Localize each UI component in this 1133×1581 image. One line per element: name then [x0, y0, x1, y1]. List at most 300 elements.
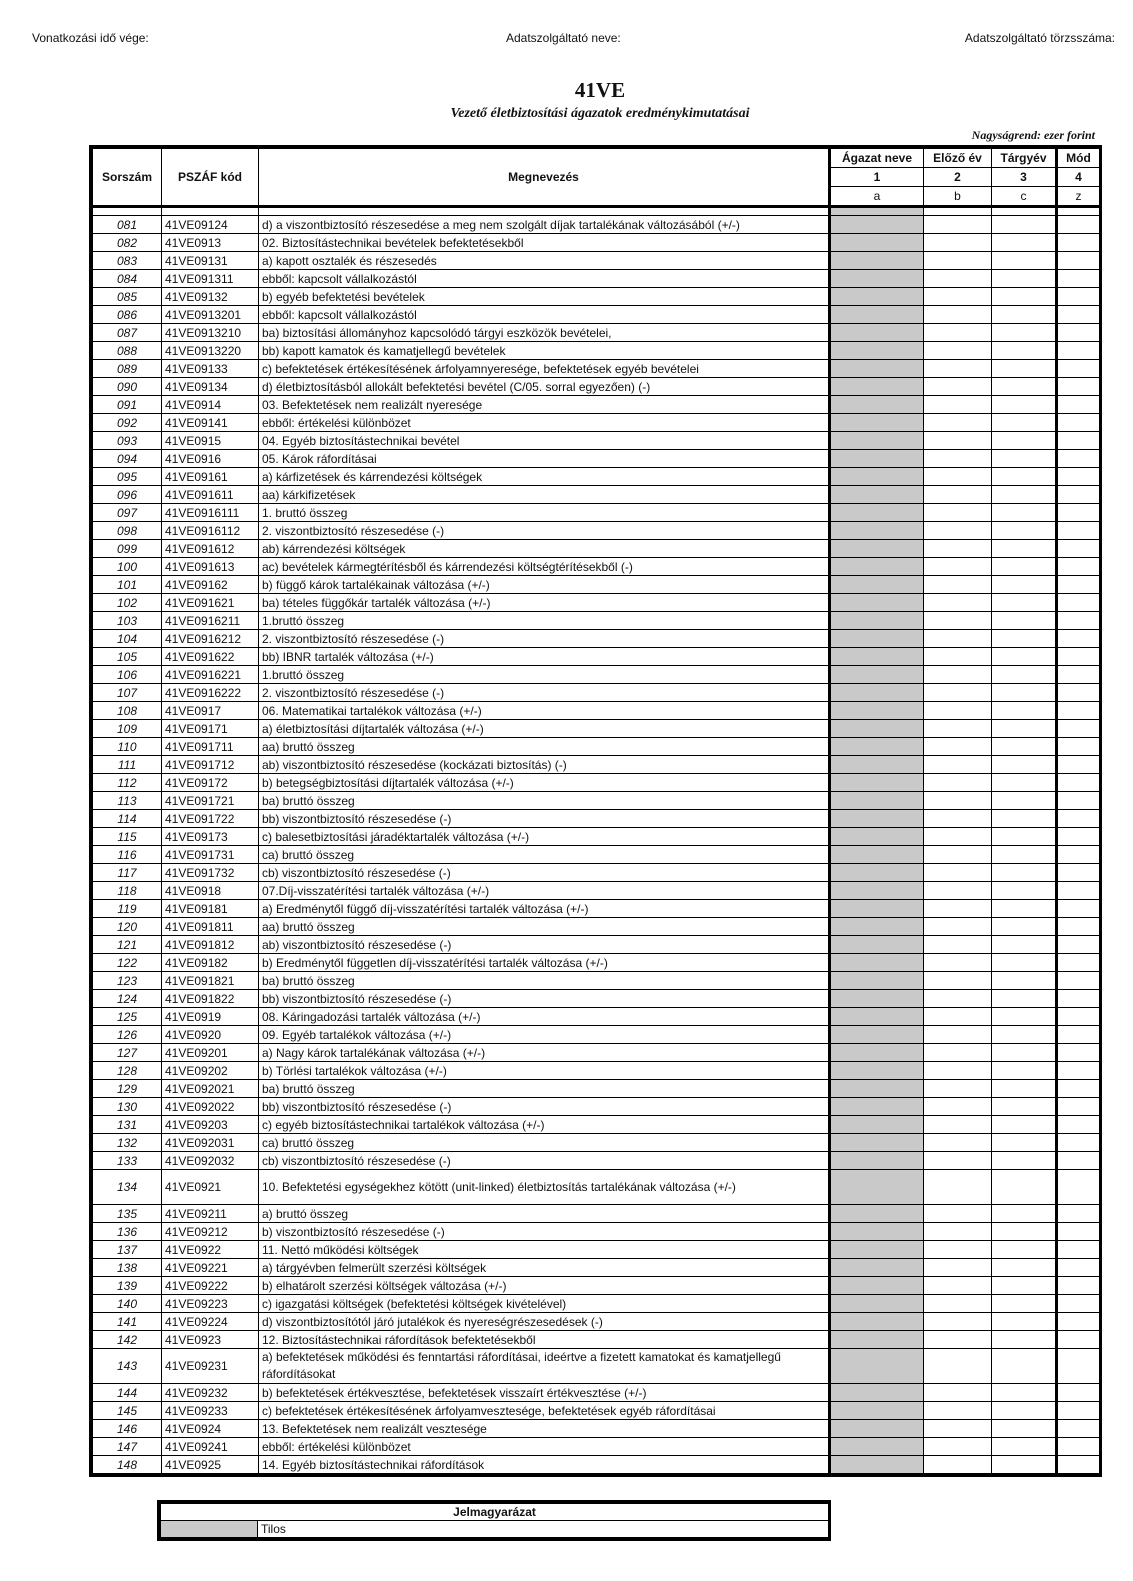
cell-mod[interactable]	[1057, 522, 1100, 540]
cell-elozo-ev[interactable]	[924, 810, 992, 828]
cell-targyev[interactable]	[992, 1241, 1057, 1259]
cell-elozo-ev[interactable]	[924, 1313, 992, 1331]
cell-targyev[interactable]	[992, 882, 1057, 900]
cell-mod[interactable]	[1057, 396, 1100, 414]
cell-mod[interactable]	[1057, 1313, 1100, 1331]
cell-elozo-ev[interactable]	[924, 342, 992, 360]
table-row	[93, 396, 1100, 414]
cell-targyev[interactable]	[992, 504, 1057, 522]
cell-targyev[interactable]	[992, 1420, 1057, 1438]
table-row	[93, 342, 1100, 360]
cell-elozo-ev[interactable]	[924, 990, 992, 1008]
cell-agazat-neve	[830, 432, 924, 450]
cell-elozo-ev[interactable]	[924, 558, 992, 576]
cell-targyev[interactable]	[992, 1223, 1057, 1241]
cell-elozo-ev[interactable]	[924, 882, 992, 900]
cell-targyev[interactable]	[992, 1456, 1057, 1474]
cell-mod[interactable]	[1057, 468, 1100, 486]
cell-targyev[interactable]	[992, 864, 1057, 882]
cell-mod[interactable]	[1057, 270, 1100, 288]
row-number: 115	[93, 828, 162, 846]
cell-mod[interactable]	[1057, 1044, 1100, 1062]
cell-mod[interactable]	[1057, 486, 1100, 504]
cell-elozo-ev[interactable]	[924, 666, 992, 684]
cell-elozo-ev[interactable]	[924, 324, 992, 342]
table-row	[93, 1205, 1100, 1223]
cell-mod[interactable]	[1057, 1456, 1100, 1474]
cell-mod[interactable]	[1057, 666, 1100, 684]
cell-targyev[interactable]	[992, 594, 1057, 612]
cell-mod[interactable]	[1057, 306, 1100, 324]
table-row	[93, 216, 1100, 234]
cell-targyev[interactable]	[992, 450, 1057, 468]
cell-elozo-ev[interactable]	[924, 378, 992, 396]
cell-mod[interactable]	[1057, 1134, 1100, 1152]
cell-mod[interactable]	[1057, 1026, 1100, 1044]
cell-targyev[interactable]	[992, 414, 1057, 432]
row-label: 1.bruttó összeg	[259, 666, 830, 684]
cell-mod[interactable]	[1057, 1420, 1100, 1438]
row-number: 095	[93, 468, 162, 486]
cell-targyev[interactable]	[992, 792, 1057, 810]
cell-targyev[interactable]	[992, 1205, 1057, 1223]
cell-elozo-ev[interactable]	[924, 936, 992, 954]
row-number: 107	[93, 684, 162, 702]
cell-targyev[interactable]	[992, 540, 1057, 558]
row-label: 2. viszontbiztosító részesedése (-)	[259, 522, 830, 540]
cell-targyev[interactable]	[992, 810, 1057, 828]
row-code: 41VE0914	[162, 396, 259, 414]
cell-targyev[interactable]	[992, 1170, 1057, 1205]
cell-elozo-ev[interactable]	[924, 234, 992, 252]
cell-targyev[interactable]	[992, 720, 1057, 738]
cell-elozo-ev[interactable]	[924, 1205, 992, 1223]
cell-targyev[interactable]	[992, 738, 1057, 756]
cell-mod[interactable]	[1057, 792, 1100, 810]
cell-mod[interactable]	[1057, 1152, 1100, 1170]
col-letter: z	[1057, 187, 1100, 207]
cell-targyev[interactable]	[992, 396, 1057, 414]
cell-mod[interactable]	[1057, 540, 1100, 558]
table-row	[93, 1402, 1100, 1420]
cell-mod[interactable]	[1057, 450, 1100, 468]
cell-targyev[interactable]	[992, 1277, 1057, 1295]
cell-mod[interactable]	[1057, 720, 1100, 738]
cell-targyev[interactable]	[992, 558, 1057, 576]
row-number: 140	[93, 1295, 162, 1313]
row-code: 41VE09201	[162, 1044, 259, 1062]
cell-targyev[interactable]	[992, 1331, 1057, 1349]
cell-targyev[interactable]	[992, 648, 1057, 666]
cell-targyev[interactable]	[992, 234, 1057, 252]
header-agazat-neve: Ágazat neve	[830, 149, 924, 168]
row-label: cb) viszontbiztosító részesedése (-)	[259, 864, 830, 882]
cell-mod[interactable]	[1057, 1438, 1100, 1456]
cell-elozo-ev[interactable]	[924, 1456, 992, 1474]
row-label: c) igazgatási költségek (befektetési költségek kivételével)	[259, 1295, 830, 1313]
cell-agazat-neve	[830, 1170, 924, 1205]
cell-mod[interactable]	[1057, 360, 1100, 378]
cell-mod[interactable]	[1057, 774, 1100, 792]
table-row	[93, 486, 1100, 504]
cell-targyev[interactable]	[992, 432, 1057, 450]
cell-targyev[interactable]	[992, 1080, 1057, 1098]
cell-elozo-ev[interactable]	[924, 396, 992, 414]
cell-targyev[interactable]	[992, 846, 1057, 864]
cell-targyev[interactable]	[992, 468, 1057, 486]
cell-elozo-ev[interactable]	[924, 756, 992, 774]
cell-mod[interactable]	[1057, 1008, 1100, 1026]
row-label: d) viszontbiztosítótól járó jutalékok és nyereségrészesedések (-)	[259, 1313, 830, 1331]
cell-mod[interactable]	[1057, 900, 1100, 918]
cell-targyev[interactable]	[992, 1295, 1057, 1313]
cell-elozo-ev[interactable]	[924, 252, 992, 270]
row-number: 089	[93, 360, 162, 378]
cell-elozo-ev[interactable]	[924, 1026, 992, 1044]
cell-targyev[interactable]	[992, 324, 1057, 342]
row-code: 41VE0920	[162, 1026, 259, 1044]
cell-elozo-ev[interactable]	[924, 1170, 992, 1205]
row-label: a) Eredménytől függő díj-visszatérítési tartalék változása (+/-)	[259, 900, 830, 918]
row-label: a) életbiztosítási díjtartalék változása (+/-)	[259, 720, 830, 738]
cell-elozo-ev[interactable]	[924, 954, 992, 972]
cell-mod[interactable]	[1057, 1116, 1100, 1134]
row-code: 41VE092021	[162, 1080, 259, 1098]
cell-mod[interactable]	[1057, 954, 1100, 972]
cell-elozo-ev[interactable]	[924, 594, 992, 612]
cell-targyev[interactable]	[992, 684, 1057, 702]
cell-agazat-neve	[830, 1080, 924, 1098]
cell-targyev[interactable]	[992, 342, 1057, 360]
cell-agazat-neve	[830, 1026, 924, 1044]
cell-agazat-neve	[830, 1008, 924, 1026]
cell-mod[interactable]	[1057, 558, 1100, 576]
cell-elozo-ev[interactable]	[924, 702, 992, 720]
cell-mod[interactable]	[1057, 216, 1100, 234]
cell-elozo-ev[interactable]	[924, 1384, 992, 1402]
row-label: ac) bevételek kármegtérítésből és kárrendezési költségtérítésekből (-)	[259, 558, 830, 576]
cell-elozo-ev[interactable]	[924, 684, 992, 702]
cell-targyev[interactable]	[992, 1152, 1057, 1170]
cell-agazat-neve	[830, 900, 924, 918]
row-number: 137	[93, 1241, 162, 1259]
cell-mod[interactable]	[1057, 1098, 1100, 1116]
cell-elozo-ev[interactable]	[924, 1420, 992, 1438]
cell-targyev[interactable]	[992, 774, 1057, 792]
cell-targyev[interactable]	[992, 1259, 1057, 1277]
cell-mod[interactable]	[1057, 1331, 1100, 1349]
cell-targyev[interactable]	[992, 630, 1057, 648]
cell-mod[interactable]	[1057, 1170, 1100, 1205]
cell-mod[interactable]	[1057, 342, 1100, 360]
cell-elozo-ev[interactable]	[924, 450, 992, 468]
cell-mod[interactable]	[1057, 684, 1100, 702]
cell-mod[interactable]	[1057, 1295, 1100, 1313]
table-row	[93, 288, 1100, 306]
cell-mod[interactable]	[1057, 1223, 1100, 1241]
cell-mod[interactable]	[1057, 738, 1100, 756]
row-code: 41VE09232	[162, 1384, 259, 1402]
table-row	[93, 1277, 1100, 1295]
table-row	[93, 918, 1100, 936]
cell-elozo-ev[interactable]	[924, 1402, 992, 1420]
cell-targyev[interactable]	[992, 1062, 1057, 1080]
table-row	[93, 684, 1100, 702]
cell-elozo-ev[interactable]	[924, 540, 992, 558]
table-row	[93, 1313, 1100, 1331]
table-row	[93, 702, 1100, 720]
table-row	[93, 1134, 1100, 1152]
cell-mod[interactable]	[1057, 414, 1100, 432]
cell-elozo-ev[interactable]	[924, 414, 992, 432]
cell-targyev[interactable]	[992, 288, 1057, 306]
cell-targyev[interactable]	[992, 1026, 1057, 1044]
cell-targyev[interactable]	[992, 666, 1057, 684]
cell-targyev[interactable]	[992, 828, 1057, 846]
cell-targyev[interactable]	[992, 252, 1057, 270]
cell-agazat-neve	[830, 288, 924, 306]
cell-elozo-ev[interactable]	[924, 738, 992, 756]
cell-mod[interactable]	[1057, 972, 1100, 990]
table-row	[93, 378, 1100, 396]
row-code: 41VE091821	[162, 972, 259, 990]
cell-elozo-ev[interactable]	[924, 1062, 992, 1080]
cell-elozo-ev[interactable]	[924, 486, 992, 504]
row-number: 098	[93, 522, 162, 540]
cell-targyev[interactable]	[992, 900, 1057, 918]
row-label: bb) viszontbiztosító részesedése (-)	[259, 1098, 830, 1116]
cell-elozo-ev[interactable]	[924, 1331, 992, 1349]
cell-mod[interactable]	[1057, 828, 1100, 846]
cell-mod[interactable]	[1057, 1277, 1100, 1295]
table-row	[93, 972, 1100, 990]
cell-targyev[interactable]	[992, 936, 1057, 954]
row-label: ba) tételes függőkár tartalék változása (+/-)	[259, 594, 830, 612]
cell-mod[interactable]	[1057, 576, 1100, 594]
row-number: 100	[93, 558, 162, 576]
cell-mod[interactable]	[1057, 1205, 1100, 1223]
cell-elozo-ev[interactable]	[924, 1241, 992, 1259]
cell-elozo-ev[interactable]	[924, 1223, 992, 1241]
cell-elozo-ev[interactable]	[924, 918, 992, 936]
cell-agazat-neve	[830, 1116, 924, 1134]
row-number: 120	[93, 918, 162, 936]
cell-targyev[interactable]	[992, 918, 1057, 936]
row-code: 41VE09132	[162, 288, 259, 306]
cell-targyev[interactable]	[992, 1349, 1057, 1384]
table-row	[93, 1044, 1100, 1062]
cell-mod[interactable]	[1057, 504, 1100, 522]
table-row	[93, 1062, 1100, 1080]
cell-elozo-ev[interactable]	[924, 306, 992, 324]
cell-mod[interactable]	[1057, 1241, 1100, 1259]
cell-elozo-ev[interactable]	[924, 774, 992, 792]
cell-targyev[interactable]	[992, 1098, 1057, 1116]
row-label: 04. Egyéb biztosítástechnikai bevétel	[259, 432, 830, 450]
row-label: 02. Biztosítástechnikai bevételek befektetésekből	[259, 234, 830, 252]
cell-mod[interactable]	[1057, 936, 1100, 954]
cell-mod[interactable]	[1057, 1349, 1100, 1384]
cell-elozo-ev[interactable]	[924, 468, 992, 486]
row-label: ba) bruttó összeg	[259, 972, 830, 990]
row-number: 090	[93, 378, 162, 396]
cell-targyev[interactable]	[992, 612, 1057, 630]
cell-mod[interactable]	[1057, 918, 1100, 936]
cell-targyev[interactable]	[992, 1044, 1057, 1062]
cell-targyev[interactable]	[992, 1008, 1057, 1026]
row-number: 132	[93, 1134, 162, 1152]
cell-targyev[interactable]	[992, 1402, 1057, 1420]
col-number: 3	[992, 168, 1057, 187]
cell-targyev[interactable]	[992, 954, 1057, 972]
cell-targyev[interactable]	[992, 1438, 1057, 1456]
cell-elozo-ev[interactable]	[924, 1044, 992, 1062]
cell-targyev[interactable]	[992, 702, 1057, 720]
cell-targyev[interactable]	[992, 1116, 1057, 1134]
row-number: 104	[93, 630, 162, 648]
cell-mod[interactable]	[1057, 810, 1100, 828]
cell-elozo-ev[interactable]	[924, 1259, 992, 1277]
cell-targyev[interactable]	[992, 972, 1057, 990]
cell-elozo-ev[interactable]	[924, 1008, 992, 1026]
cell-elozo-ev[interactable]	[924, 1438, 992, 1456]
cell-elozo-ev[interactable]	[924, 792, 992, 810]
cell-elozo-ev[interactable]	[924, 900, 992, 918]
row-number: 116	[93, 846, 162, 864]
row-label: b) egyéb befektetési bevételek	[259, 288, 830, 306]
row-code: 41VE09124	[162, 216, 259, 234]
cell-mod[interactable]	[1057, 1259, 1100, 1277]
cell-elozo-ev[interactable]	[924, 1080, 992, 1098]
row-number: 146	[93, 1420, 162, 1438]
cell-elozo-ev[interactable]	[924, 1295, 992, 1313]
cell-agazat-neve	[830, 666, 924, 684]
header-megnevezes: Megnevezés	[259, 149, 830, 207]
cell-targyev[interactable]	[992, 360, 1057, 378]
row-code: 41VE09233	[162, 1402, 259, 1420]
cell-elozo-ev[interactable]	[924, 630, 992, 648]
cell-targyev[interactable]	[992, 990, 1057, 1008]
cell-elozo-ev[interactable]	[924, 288, 992, 306]
cell-agazat-neve	[830, 1152, 924, 1170]
row-number: 113	[93, 792, 162, 810]
row-code: 41VE0915	[162, 432, 259, 450]
row-code: 41VE09211	[162, 1205, 259, 1223]
row-number: 109	[93, 720, 162, 738]
row-number: 094	[93, 450, 162, 468]
row-label: b) betegségbiztosítási díjtartalék változása (+/-)	[259, 774, 830, 792]
cell-targyev[interactable]	[992, 1313, 1057, 1331]
cell-elozo-ev[interactable]	[924, 1349, 992, 1384]
cell-elozo-ev[interactable]	[924, 216, 992, 234]
cell-elozo-ev[interactable]	[924, 576, 992, 594]
cell-elozo-ev[interactable]	[924, 648, 992, 666]
cell-elozo-ev[interactable]	[924, 846, 992, 864]
cell-elozo-ev[interactable]	[924, 504, 992, 522]
cell-mod[interactable]	[1057, 378, 1100, 396]
cell-mod[interactable]	[1057, 882, 1100, 900]
row-label: 05. Károk ráfordításai	[259, 450, 830, 468]
table-row	[93, 756, 1100, 774]
cell-mod[interactable]	[1057, 846, 1100, 864]
table-row	[93, 1331, 1100, 1349]
cell-elozo-ev[interactable]	[924, 1152, 992, 1170]
cell-targyev[interactable]	[992, 1384, 1057, 1402]
row-code: 41VE0913210	[162, 324, 259, 342]
cell-elozo-ev[interactable]	[924, 1134, 992, 1152]
table-row	[93, 504, 1100, 522]
cell-mod[interactable]	[1057, 864, 1100, 882]
cell-mod[interactable]	[1057, 612, 1100, 630]
cell-mod[interactable]	[1057, 648, 1100, 666]
row-number: 081	[93, 216, 162, 234]
cell-targyev[interactable]	[992, 1134, 1057, 1152]
cell-agazat-neve	[830, 936, 924, 954]
cell-mod[interactable]	[1057, 1062, 1100, 1080]
row-number: 122	[93, 954, 162, 972]
row-code: 41VE091612	[162, 540, 259, 558]
cell-agazat-neve	[830, 522, 924, 540]
row-label: 08. Káringadozási tartalék változása (+/-)	[259, 1008, 830, 1026]
cell-elozo-ev[interactable]	[924, 828, 992, 846]
cell-elozo-ev[interactable]	[924, 864, 992, 882]
cell-targyev[interactable]	[992, 522, 1057, 540]
cell-mod[interactable]	[1057, 1080, 1100, 1098]
cell-mod[interactable]	[1057, 702, 1100, 720]
row-code: 41VE0913201	[162, 306, 259, 324]
cell-mod[interactable]	[1057, 756, 1100, 774]
cell-elozo-ev[interactable]	[924, 1277, 992, 1295]
cell-elozo-ev[interactable]	[924, 972, 992, 990]
row-code: 41VE09133	[162, 360, 259, 378]
cell-elozo-ev[interactable]	[924, 1116, 992, 1134]
row-code: 41VE091621	[162, 594, 259, 612]
cell-mod[interactable]	[1057, 630, 1100, 648]
row-number: 084	[93, 270, 162, 288]
cell-targyev[interactable]	[992, 270, 1057, 288]
cell-elozo-ev[interactable]	[924, 432, 992, 450]
cell-targyev[interactable]	[992, 756, 1057, 774]
cell-elozo-ev[interactable]	[924, 360, 992, 378]
cell-elozo-ev[interactable]	[924, 720, 992, 738]
cell-mod[interactable]	[1057, 324, 1100, 342]
cell-elozo-ev[interactable]	[924, 612, 992, 630]
cell-elozo-ev[interactable]	[924, 270, 992, 288]
row-code: 41VE091611	[162, 486, 259, 504]
cell-mod[interactable]	[1057, 432, 1100, 450]
cell-mod[interactable]	[1057, 1384, 1100, 1402]
cell-mod[interactable]	[1057, 1402, 1100, 1420]
cell-elozo-ev[interactable]	[924, 522, 992, 540]
cell-mod[interactable]	[1057, 990, 1100, 1008]
cell-targyev[interactable]	[992, 576, 1057, 594]
cell-agazat-neve	[830, 810, 924, 828]
row-number: 138	[93, 1259, 162, 1277]
cell-elozo-ev[interactable]	[924, 1098, 992, 1116]
cell-mod[interactable]	[1057, 594, 1100, 612]
cell-targyev[interactable]	[992, 306, 1057, 324]
row-number: 102	[93, 594, 162, 612]
row-label: bb) IBNR tartalék változása (+/-)	[259, 648, 830, 666]
row-number: 135	[93, 1205, 162, 1223]
cell-targyev[interactable]	[992, 378, 1057, 396]
cell-targyev[interactable]	[992, 216, 1057, 234]
cell-mod[interactable]	[1057, 288, 1100, 306]
row-code: 41VE09141	[162, 414, 259, 432]
cell-mod[interactable]	[1057, 234, 1100, 252]
cell-targyev[interactable]	[992, 486, 1057, 504]
cell-mod[interactable]	[1057, 252, 1100, 270]
